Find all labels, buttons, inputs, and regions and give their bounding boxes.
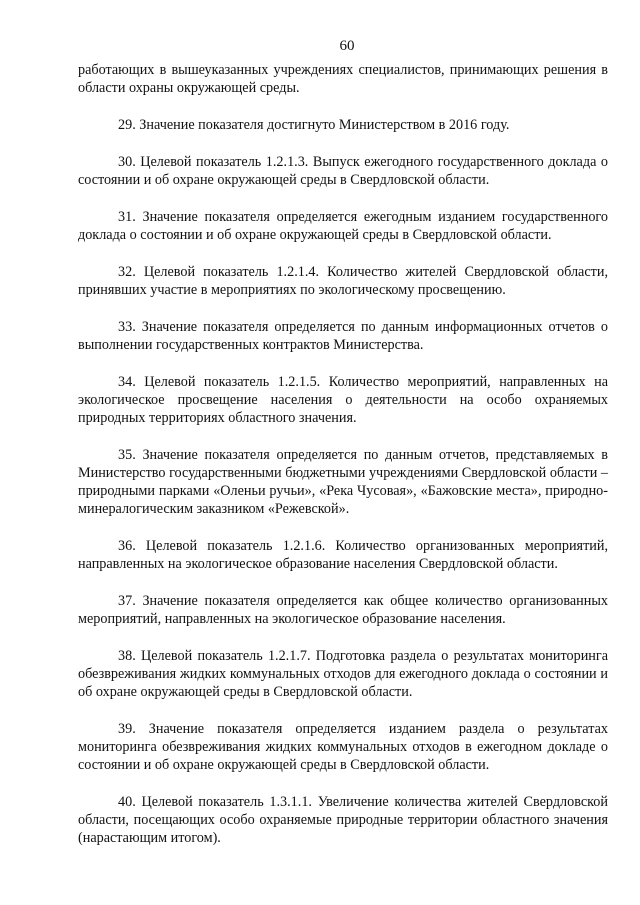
paragraph-33: 33. Значение показателя определяется по данным информационных отчетов о выполнении государственных контрактов Министерства. — [78, 319, 608, 353]
paragraph-32: 32. Целевой показатель 1.2.1.4. Количество жителей Свердловской области, принявших участие в мероприятиях по экологическому просвещению. — [78, 264, 608, 298]
page-number: 60 — [339, 38, 355, 54]
paragraph-36: 36. Целевой показатель 1.2.1.6. Количество организованных мероприятий, направленных на экологическое образование населения Свердловской области. — [78, 538, 608, 572]
paragraph-34: 34. Целевой показатель 1.2.1.5. Количество мероприятий, направленных на экологическое просвещение населения о деятельности на особо охраняемых природных территориях областного значения. — [78, 374, 608, 426]
paragraph-39: 39. Значение показателя определяется изданием раздела о результатах мониторинга обезвреживания жидких коммунальных отходов в ежегодном докладе о состоянии и об охране окружающей среды в Свердловской области. — [78, 721, 608, 773]
paragraph-30: 30. Целевой показатель 1.2.1.3. Выпуск ежегодного государственного доклада о состоянии и об охране окружающей среды в Свердловской области. — [78, 154, 608, 188]
paragraph-29: 29. Значение показателя достигнуто Министерством в 2016 году. — [118, 117, 510, 133]
paragraph-37: 37. Значение показателя определяется как общее количество организованных мероприятий, направленных на экологическое образование населения. — [78, 593, 608, 627]
paragraph-40: 40. Целевой показатель 1.3.1.1. Увеличение количества жителей Свердловской области, посещающих особо охраняемые природные территории областного значения (нарастающим итогом). — [78, 794, 608, 846]
paragraph-continuation: работающих в вышеуказанных учреждениях специалистов, принимающих решения в области охраны окружающей среды. — [78, 62, 608, 96]
paragraph-38: 38. Целевой показатель 1.2.1.7. Подготовка раздела о результатах мониторинга обезвреживания жидких коммунальных отходов для ежегодного доклада о состоянии и об охране окружающей среды в Свердловской области. — [78, 648, 608, 700]
paragraph-31: 31. Значение показателя определяется ежегодным изданием государственного доклада о состоянии и об охране окружающей среды в Свердловской области. — [78, 209, 608, 243]
paragraph-35: 35. Значение показателя определяется по данным отчетов, представляемых в Министерство государственными бюджетными учреждениями Свердловской области – природными парками «Оленьи ручьи», «Река Чусовая», «Бажовские места», природно-минералогическим заказником «Режевской». — [78, 447, 608, 517]
